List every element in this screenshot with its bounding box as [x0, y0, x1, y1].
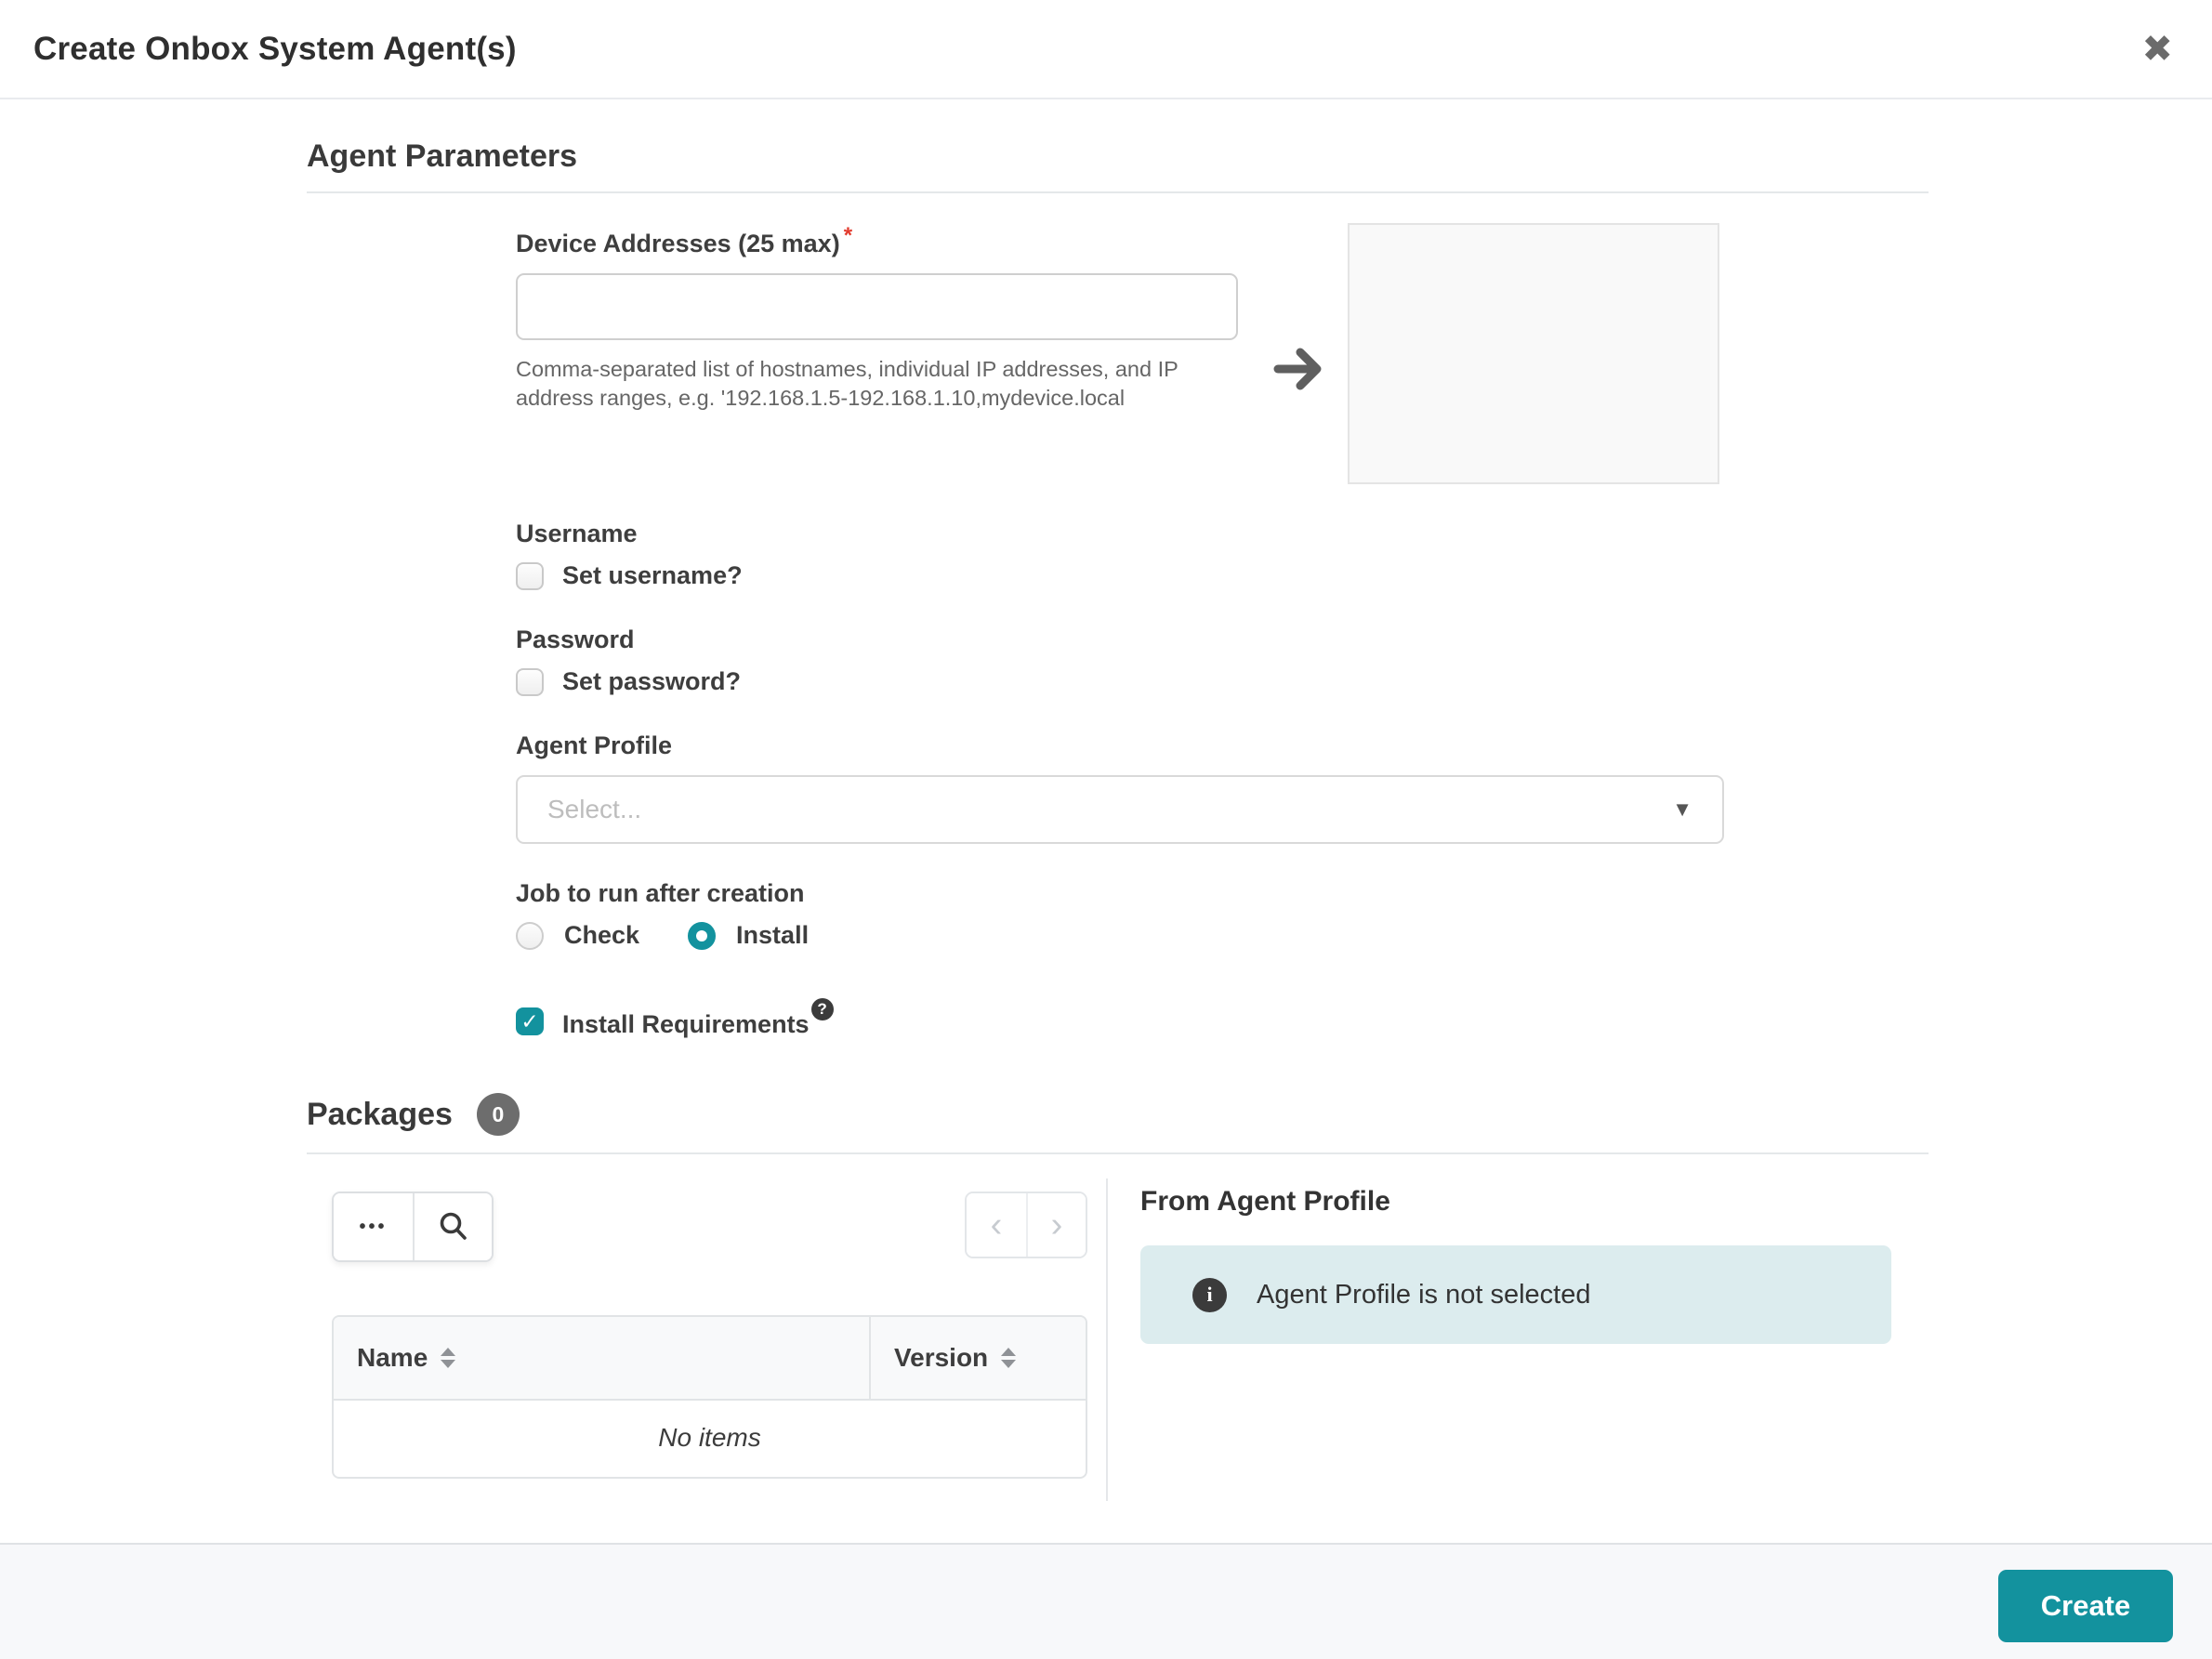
- prev-page-button[interactable]: ‹: [967, 1193, 1026, 1257]
- device-addresses-row: [516, 223, 1929, 484]
- agent-profile-alert: [1140, 1245, 1891, 1344]
- column-header-version[interactable]: [871, 1317, 1086, 1399]
- sort-icon: [1001, 1348, 1016, 1368]
- more-actions-button[interactable]: [334, 1193, 413, 1260]
- packages-panel: [307, 1178, 1106, 1543]
- modal-content: [0, 99, 2212, 1543]
- username-field: [516, 520, 1929, 590]
- modal-title: Create Onbox System Agent(s): [33, 30, 517, 67]
- close-icon[interactable]: ✖: [2141, 28, 2173, 70]
- from-agent-profile-title: From Agent Profile: [1140, 1186, 1390, 1217]
- sort-icon: [441, 1348, 455, 1368]
- packages-heading-text: Packages: [307, 1096, 453, 1132]
- set-username-checkbox[interactable]: [516, 562, 544, 590]
- info-icon: i: [1192, 1278, 1227, 1312]
- required-asterisk: *: [843, 223, 853, 248]
- password-field: [516, 625, 1929, 696]
- column-version-label: Version: [894, 1343, 989, 1372]
- column-header-name[interactable]: [334, 1317, 871, 1399]
- arrow-right-icon: [1250, 342, 1348, 396]
- device-addresses-label-text: Device Addresses (25 max): [516, 230, 840, 257]
- set-password-checkbox[interactable]: [516, 668, 544, 696]
- device-addresses-preview: [1348, 223, 1719, 484]
- chevron-down-icon: ▼: [1672, 797, 1692, 821]
- packages-count-badge: 0: [477, 1093, 520, 1136]
- set-password-label[interactable]: Set password?: [562, 667, 742, 695]
- packages-toolbar: [332, 1192, 1087, 1262]
- table-empty-row: No items: [658, 1423, 761, 1452]
- install-requirements-row: [516, 1000, 1929, 1039]
- install-requirements-label[interactable]: [562, 1000, 832, 1039]
- set-username-row: [516, 561, 1929, 590]
- search-button[interactable]: [413, 1193, 492, 1260]
- username-label: Username: [516, 520, 638, 547]
- install-requirements-checkbox[interactable]: ✓: [516, 1007, 544, 1035]
- device-addresses-helper: Comma-separated list of hostnames, individual IP addresses, and IP address ranges, e.g. '192.168.1.5-192.168.1.10,mydevice.local: [516, 357, 1178, 410]
- set-username-label[interactable]: Set username?: [562, 561, 743, 589]
- device-addresses-input[interactable]: [516, 273, 1238, 340]
- radio-check-label[interactable]: Check: [564, 921, 640, 949]
- ellipsis-icon: •••: [359, 1216, 388, 1237]
- job-to-run-field: [516, 879, 1929, 950]
- agent-profile-placeholder: Select...: [547, 795, 642, 823]
- search-icon: [437, 1210, 470, 1244]
- install-requirements-label-text: Install Requirements: [562, 1010, 810, 1038]
- device-addresses-label: [516, 223, 1250, 258]
- from-agent-profile-panel: [1108, 1178, 1929, 1543]
- agent-profile-label: Agent Profile: [516, 731, 673, 759]
- modal-header: [0, 0, 2212, 99]
- modal-footer: [0, 1543, 2212, 1659]
- agent-parameters-heading: Agent Parameters: [307, 138, 578, 174]
- job-to-run-options: [516, 921, 1929, 950]
- help-icon[interactable]: ?: [811, 998, 834, 1020]
- next-page-button[interactable]: ›: [1026, 1193, 1086, 1257]
- radio-check[interactable]: [516, 922, 544, 950]
- password-label: Password: [516, 625, 635, 653]
- agent-profile-field: [516, 731, 1929, 844]
- device-addresses-field: [516, 223, 1250, 413]
- section-divider: [307, 191, 1929, 193]
- section-divider: [307, 1152, 1929, 1154]
- column-name-label: Name: [357, 1343, 428, 1372]
- agent-profile-alert-text: Agent Profile is not selected: [1257, 1279, 1591, 1310]
- radio-install-label[interactable]: Install: [736, 921, 810, 949]
- packages-table-header: [334, 1317, 1086, 1401]
- packages-table: [332, 1315, 1087, 1479]
- packages-heading: [307, 1093, 1929, 1136]
- packages-actions-group: [332, 1192, 494, 1262]
- set-password-row: [516, 667, 1929, 696]
- radio-install[interactable]: [688, 922, 716, 950]
- agent-parameters-fields: [516, 223, 1929, 1039]
- agent-profile-select[interactable]: [516, 775, 1724, 844]
- packages-body: [307, 1178, 1929, 1543]
- create-button[interactable]: Create: [1998, 1570, 2173, 1642]
- job-to-run-label: Job to run after creation: [516, 879, 805, 907]
- pagination-group: [965, 1192, 1087, 1258]
